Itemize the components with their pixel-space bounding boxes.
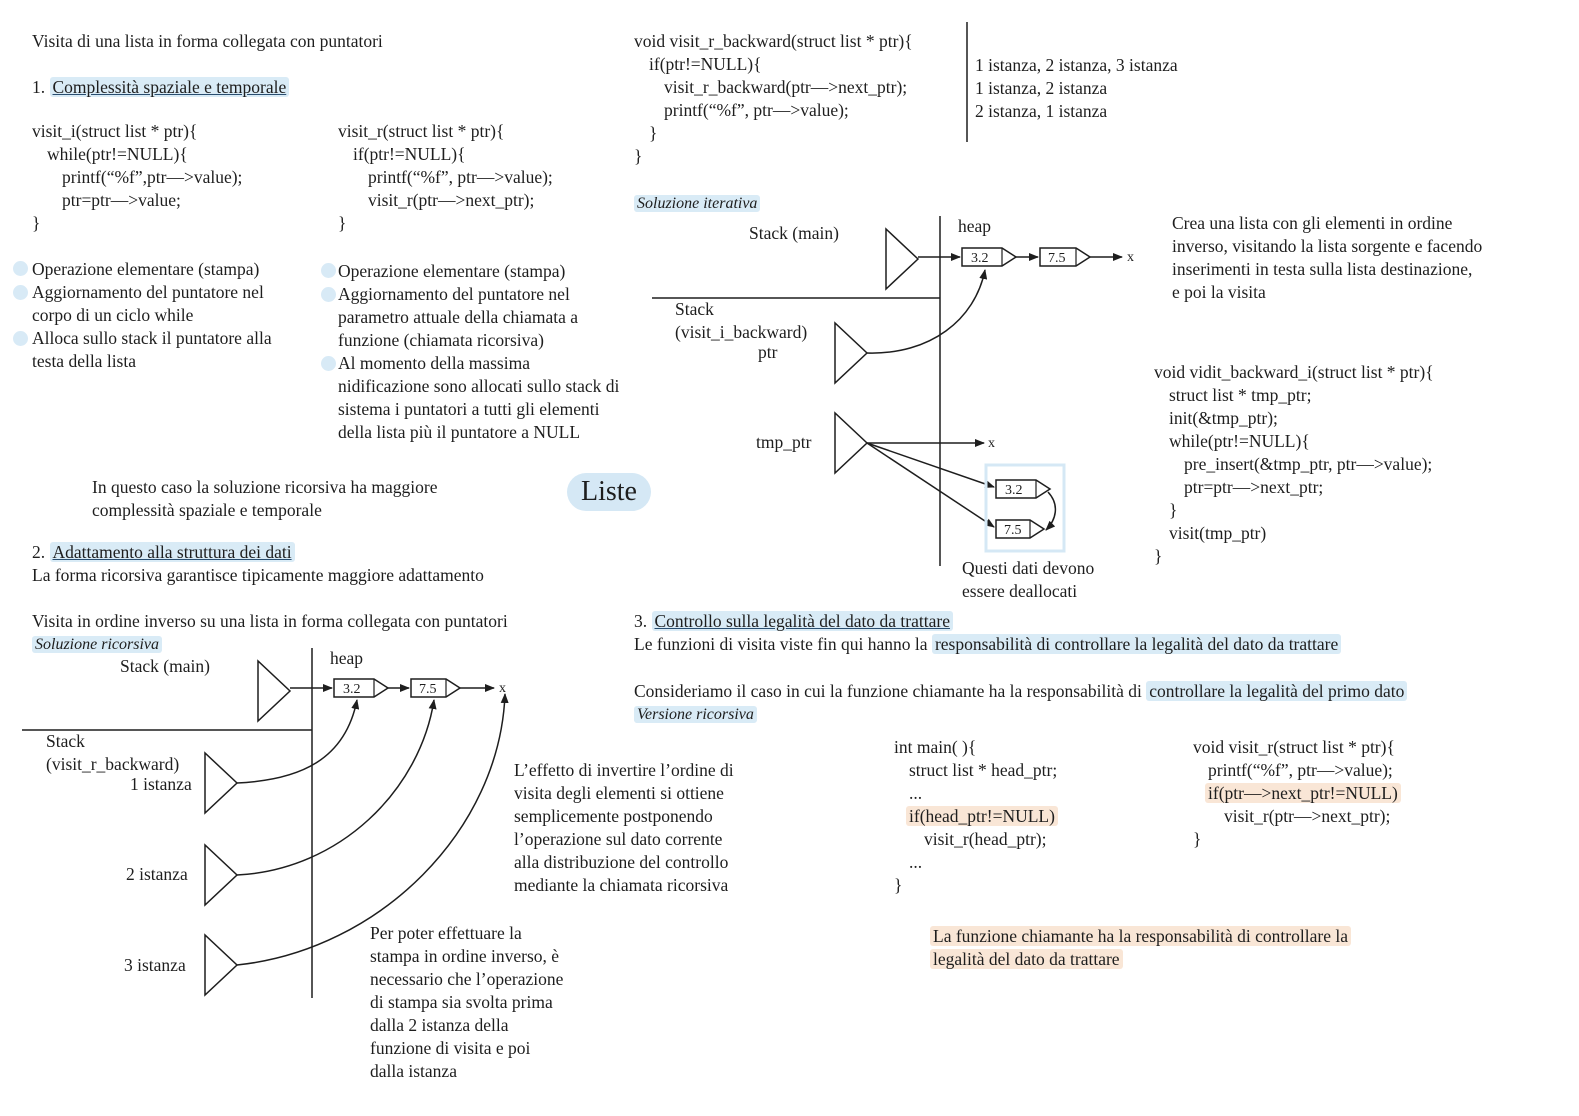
code-main-line: ...: [909, 783, 923, 803]
code-visit-r-line: }: [338, 213, 347, 233]
heap-node: [411, 679, 460, 697]
print-text: stampa in ordine inverso, è: [370, 946, 560, 966]
code-visit-r2-line: }: [1193, 829, 1202, 849]
code-backward-r-line: visit_r_backward(ptr—>next_ptr);: [664, 77, 908, 97]
rec-stack-label: Stack: [46, 731, 85, 751]
page-title: Liste: [567, 473, 651, 511]
code-backward-i-line: void vidit_backward_i(struct list * ptr){: [1154, 362, 1434, 382]
dealloc-text: Questi dati devono: [962, 558, 1095, 578]
rec-stack-label: (visit_r_backward): [46, 754, 180, 774]
create-text: inverso, visitando la lista sorgente e facendo: [1172, 236, 1483, 256]
code-backward-r-line: }: [634, 146, 643, 166]
code-visit-i-line: ptr=ptr—>value;: [62, 190, 181, 210]
print-text: Per poter effettuare la: [370, 923, 522, 943]
iter-stack-label: (visit_i_backward): [675, 322, 808, 342]
section2-number: 2.: [32, 542, 46, 562]
bullet-i-text: corpo di un ciclo while: [32, 305, 194, 325]
create-text: e poi la visita: [1172, 282, 1266, 302]
instance-pointer-triangle: [205, 935, 237, 995]
iterative-diagram: [652, 216, 1134, 566]
instances-side-text: 1 istanza, 2 istanza, 3 istanza: [975, 55, 1178, 75]
code-backward-i-line: }: [1154, 546, 1163, 566]
iter-tmp-ptr-label: tmp_ptr: [756, 432, 812, 452]
code-main-line: struct list * head_ptr;: [909, 760, 1058, 780]
code-backward-r-line: void visit_r_backward(struct list * ptr){: [634, 31, 913, 51]
section3-consider-plain: Consideriamo il caso in cui la funzione chiamante ha la responsabilità di: [634, 681, 1142, 701]
code-backward-r-line: }: [649, 123, 658, 143]
null-mark: x: [988, 436, 995, 451]
effect-text: L’effetto di invertire l’ordine di: [514, 760, 734, 780]
conclusion-text: complessità spaziale e temporale: [92, 500, 322, 520]
effect-text: alla distribuzione del controllo: [514, 852, 729, 872]
bullet-r-text: funzione (chiamata ricorsiva): [338, 330, 545, 350]
intro-title: Visita di una lista in forma collegata con puntatori: [32, 31, 383, 51]
bullet-i-text: Operazione elementare (stampa): [32, 259, 260, 279]
print-text: funzione di visita e poi: [370, 1038, 531, 1058]
bullet-i-text: testa della lista: [32, 351, 136, 371]
instances-side-text: 2 istanza, 1 istanza: [975, 101, 1108, 121]
code-visit-r-line: printf(“%f”, ptr—>value);: [368, 167, 553, 187]
iter-stack-label: Stack: [675, 299, 714, 319]
section3-number: 3.: [634, 611, 648, 631]
code-backward-i-line: }: [1169, 500, 1178, 520]
bullet-i-text: Alloca sullo stack il puntatore alla: [32, 328, 272, 348]
temp-node: [996, 520, 1044, 538]
ptr-triangle: [835, 323, 867, 383]
effect-text: semplicemente postponendo: [514, 806, 713, 826]
rec-instance-label: 3 istanza: [124, 955, 186, 975]
code-backward-r-line: printf(“%f”, ptr—>value);: [664, 100, 849, 120]
effect-text: visita degli elementi si ottiene: [514, 783, 724, 803]
create-text: Crea una lista con gli elementi in ordine: [1172, 213, 1453, 233]
instance-pointer-triangle: [205, 753, 237, 813]
node-value: 3.2: [343, 682, 361, 697]
code-main-line: ...: [909, 852, 923, 872]
effect-text: mediante la chiamata ricorsiva: [514, 875, 729, 895]
section3-text-plain: Le funzioni di visita viste fin qui hanno la: [634, 634, 928, 654]
code-visit-r-line: if(ptr!=NULL){: [353, 144, 466, 164]
tmp-arrow: [867, 443, 994, 487]
inverse-subtitle-text: Soluzione ricorsiva: [32, 636, 162, 653]
section3-consider-highlight: controllare la legalità del primo dato: [1146, 681, 1407, 701]
print-text: di stampa sia svolta prima: [370, 992, 553, 1012]
final-note-text: La funzione chiamante ha la responsabilità di controllare la: [930, 926, 1351, 946]
section1-number: 1.: [32, 77, 46, 97]
effect-text: l’operazione sul dato corrente: [514, 829, 723, 849]
null-mark: x: [1127, 250, 1134, 265]
code-main-condition: if(head_ptr!=NULL): [906, 806, 1058, 826]
section2-title: Adattamento alla struttura dei dati: [50, 542, 295, 562]
tmp-arrow: [867, 443, 994, 527]
print-text: necessario che l’operazione: [370, 969, 564, 989]
instance-arrow: [237, 700, 357, 783]
heap-node: [962, 248, 1016, 266]
iter-heap-label: heap: [958, 216, 992, 236]
code-backward-i-line: while(ptr!=NULL){: [1169, 431, 1310, 451]
section1-title: Complessità spaziale e temporale: [50, 77, 290, 97]
code-visit-r-line: visit_r(ptr—>next_ptr);: [368, 190, 535, 210]
code-main-line: visit_r(head_ptr);: [924, 829, 1047, 849]
main-pointer-triangle: [886, 229, 918, 289]
section3-version-text: Versione ricorsiva: [634, 706, 757, 723]
node-value: 7.5: [1048, 251, 1066, 266]
code-main-line: int main( ){: [894, 737, 977, 757]
dealloc-text: essere deallocati: [962, 581, 1078, 601]
instance-arrow: [237, 694, 505, 965]
rec-stack-main-label: Stack (main): [120, 656, 210, 676]
code-visit-r2-line: printf(“%f”, ptr—>value);: [1208, 760, 1393, 780]
iter-stack-main-label: Stack (main): [749, 223, 839, 243]
bullet-r-text: della lista più il puntatore a NULL: [338, 422, 581, 442]
rec-instance-label: 2 istanza: [126, 864, 188, 884]
iter-ptr-label: ptr: [758, 342, 778, 362]
inverse-title: Visita in ordine inverso su una lista in forma collegata con puntatori: [32, 611, 508, 631]
code-main-line: }: [894, 875, 903, 895]
instances-side-text: 1 istanza, 2 istanza: [975, 78, 1108, 98]
instance-pointer-triangle: [205, 845, 237, 905]
recursive-diagram: [22, 648, 506, 998]
bullet-r-text: Al momento della massima: [338, 353, 530, 373]
code-visit-i-line: printf(“%f”,ptr—>value);: [62, 167, 243, 187]
code-visit-r2-line: visit_r(ptr—>next_ptr);: [1224, 806, 1391, 826]
bullet-r-text: Aggiornamento del puntatore nel: [338, 284, 570, 304]
code-backward-i-line: ptr=ptr—>next_ptr;: [1184, 477, 1324, 497]
node-value: 3.2: [1005, 483, 1023, 498]
code-visit-i-line: visit_i(struct list * ptr){: [32, 121, 198, 141]
bullet-r-text: sistema i puntatori a tutti gli elementi: [338, 399, 600, 419]
main-pointer-triangle: [258, 661, 290, 721]
iterative-subtitle-text: Soluzione iterativa: [634, 195, 760, 212]
node-value: 7.5: [1004, 523, 1022, 538]
section2-text: La forma ricorsiva garantisce tipicamente maggiore adattamento: [32, 565, 484, 585]
heap-node: [1040, 248, 1090, 266]
bullet-i-text: Aggiornamento del puntatore nel: [32, 282, 264, 302]
code-visit-i-line: }: [32, 213, 41, 233]
code-visit-r2-condition: if(ptr—>next_ptr!=NULL): [1205, 783, 1401, 803]
code-visit-i-line: while(ptr!=NULL){: [47, 144, 188, 164]
rec-heap-label: heap: [330, 648, 364, 668]
final-note-text: legalità del dato da trattare: [930, 949, 1123, 969]
null-mark: x: [499, 681, 506, 696]
code-visit-r-line: visit_r(struct list * ptr){: [338, 121, 505, 141]
tmp-ptr-triangle: [835, 413, 867, 473]
print-text: dalla 2 istanza della: [370, 1015, 509, 1035]
create-text: inserimenti in testa sulla lista destinazione,: [1172, 259, 1473, 279]
code-backward-i-line: init(&tmp_ptr);: [1169, 408, 1278, 428]
rec-instance-label: 1 istanza: [130, 774, 192, 794]
bullet-r-text: parametro attuale della chiamata a: [338, 307, 579, 327]
temp-next-arrow: [1046, 492, 1055, 530]
code-backward-r-line: if(ptr!=NULL){: [649, 54, 762, 74]
code-backward-i-line: struct list * tmp_ptr;: [1169, 385, 1312, 405]
print-text: dalla istanza: [370, 1061, 457, 1081]
temp-node: [996, 480, 1050, 498]
node-value: 3.2: [971, 251, 989, 266]
section3-title: Controllo sulla legalità del dato da trattare: [652, 611, 953, 631]
code-visit-r2-line: void visit_r(struct list * ptr){: [1193, 737, 1395, 757]
code-backward-i-line: visit(tmp_ptr): [1169, 523, 1267, 543]
conclusion-text: In questo caso la soluzione ricorsiva ha maggiore: [92, 477, 438, 497]
bullet-r-text: nidificazione sono allocati sullo stack di: [338, 376, 620, 396]
heap-node: [334, 679, 388, 697]
code-backward-i-line: pre_insert(&tmp_ptr, ptr—>value);: [1184, 454, 1433, 474]
section3-text-highlight: responsabilità di controllare la legalità del dato da trattare: [932, 634, 1341, 654]
node-value: 7.5: [419, 682, 437, 697]
bullet-r-text: Operazione elementare (stampa): [338, 261, 566, 281]
ptr-arrow: [867, 270, 985, 353]
instance-arrow: [237, 700, 434, 875]
